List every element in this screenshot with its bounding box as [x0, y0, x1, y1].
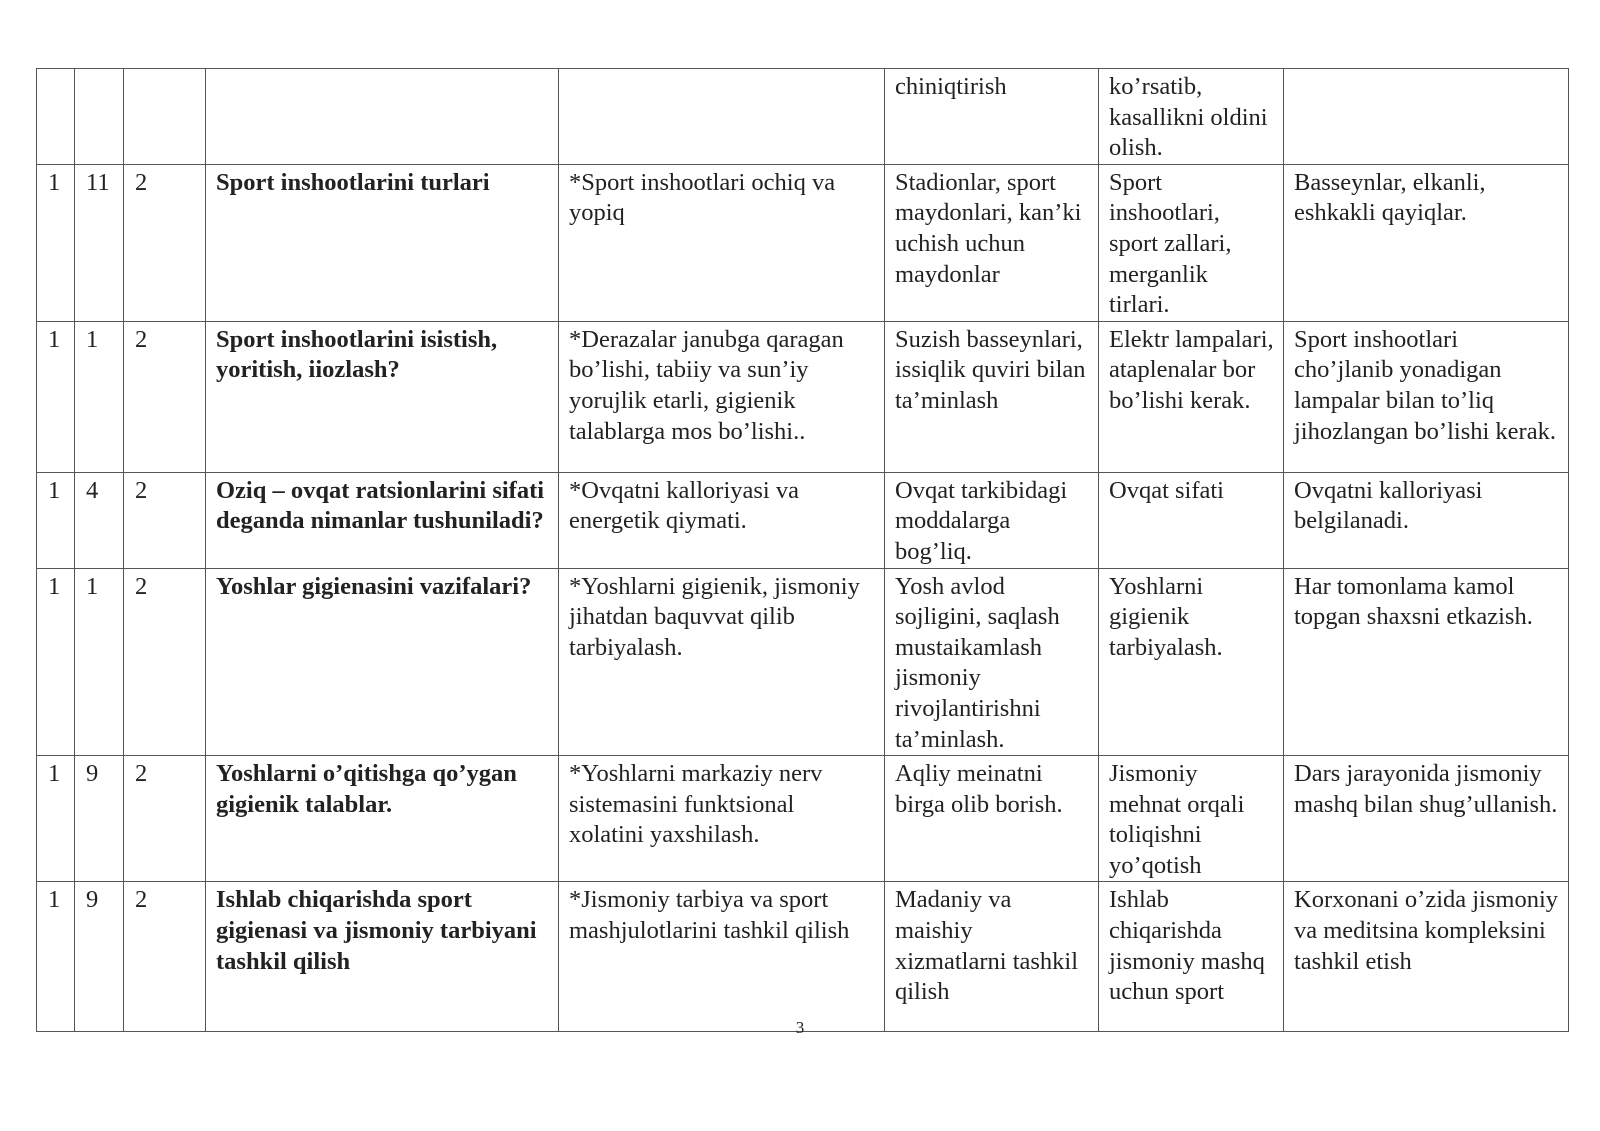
cell-topic: Ishlab chiqarishda sport gigienasi va jismoniy tarbiyani tashkil qilish	[206, 882, 559, 1032]
cell-col7: Ishlab chiqarishda jismoniy mashq uchun sport	[1099, 882, 1284, 1032]
cell-col2: 1	[75, 568, 124, 756]
cell-col6: Yosh avlod sojligini, saqlash mustaikamlash jismoniy rivojlantirishni ta’minlash.	[885, 568, 1099, 756]
cell-col7: ko’rsatib, kasallikni oldini olish.	[1099, 69, 1284, 165]
cell-col3: 2	[124, 472, 206, 568]
cell-col6: chiniqtirish	[885, 69, 1099, 165]
cell-col3: 2	[124, 321, 206, 472]
cell-col1: 1	[37, 756, 75, 882]
cell-col1	[37, 69, 75, 165]
cell-answer: *Sport inshootlari ochiq va yopiq	[559, 164, 885, 321]
cell-col8: Sport inshootlari cho’jlanib yonadigan lampalar bilan to’liq jihozlangan bo’lishi kerak.	[1284, 321, 1569, 472]
cell-col6: Aqliy meinatni birga olib borish.	[885, 756, 1099, 882]
cell-topic: Oziq – ovqat ratsionlarini sifati deganda nimanlar tushuniladi?	[206, 472, 559, 568]
cell-col3: 2	[124, 568, 206, 756]
cell-topic: Yoshlarni o’qitishga qo’ygan gigienik talablar.	[206, 756, 559, 882]
cell-col1: 1	[37, 164, 75, 321]
cell-col6: Stadionlar, sport maydonlari, kan’ki uchish uchun maydonlar	[885, 164, 1099, 321]
cell-col2: 11	[75, 164, 124, 321]
cell-col8: Har tomonlama kamol topgan shaxsni etkazish.	[1284, 568, 1569, 756]
cell-answer: *Derazalar janubga qaragan bo’lishi, tabiiy va sun’iy yorujlik etarli, gigienik talablarga mos bo’lishi..	[559, 321, 885, 472]
cell-col6: Ovqat tarkibidagi moddalarga bog’liq.	[885, 472, 1099, 568]
cell-topic: Yoshlar gigienasini vazifalari?	[206, 568, 559, 756]
cell-col1: 1	[37, 472, 75, 568]
cell-col8: Dars jarayonida jismoniy mashq bilan shug’ullanish.	[1284, 756, 1569, 882]
table-row	[37, 568, 1569, 756]
cell-col2: 9	[75, 882, 124, 1032]
cell-answer: *Ovqatni kalloriyasi va energetik qiymati.	[559, 472, 885, 568]
cell-col7: Sport inshootlari, sport zallari, merganlik tirlari.	[1099, 164, 1284, 321]
cell-col7: Yoshlarni gigienik tarbiyalash.	[1099, 568, 1284, 756]
cell-col8	[1284, 69, 1569, 165]
cell-col2: 4	[75, 472, 124, 568]
page-number: 3	[795, 1018, 805, 1037]
table-row	[37, 164, 1569, 321]
table-row	[37, 882, 1569, 1032]
cell-col2: 1	[75, 321, 124, 472]
cell-col7: Jismoniy mehnat orqali toliqishni yo’qotish	[1099, 756, 1284, 882]
cell-topic: Sport inshootlarini turlari	[206, 164, 559, 321]
cell-col1: 1	[37, 321, 75, 472]
cell-col1: 1	[37, 568, 75, 756]
cell-col8: Ovqatni kalloriyasi belgilanadi.	[1284, 472, 1569, 568]
cell-col7: Ovqat sifati	[1099, 472, 1284, 568]
cell-topic	[206, 69, 559, 165]
cell-answer: *Jismoniy tarbiya va sport mashjulotlarini tashkil qilish	[559, 882, 885, 1032]
cell-col8: Korxonani o’zida jismoniy va meditsina kompleksini tashkil etish	[1284, 882, 1569, 1032]
table-row	[37, 472, 1569, 568]
table-row	[37, 321, 1569, 472]
cell-topic: Sport inshootlarini isistish, yoritish, iiozlash?	[206, 321, 559, 472]
cell-col3: 2	[124, 756, 206, 882]
cell-answer: *Yoshlarni markaziy nerv sistemasini funktsional xolatini yaxshilash.	[559, 756, 885, 882]
table-row	[37, 69, 1569, 165]
cell-col6: Suzish basseynlari, issiqlik quviri bilan ta’minlash	[885, 321, 1099, 472]
cell-col3: 2	[124, 164, 206, 321]
cell-col2: 9	[75, 756, 124, 882]
cell-col3	[124, 69, 206, 165]
cell-col6: Madaniy va maishiy xizmatlarni tashkil qilish	[885, 882, 1099, 1032]
cell-col2	[75, 69, 124, 165]
table-row	[37, 756, 1569, 882]
cell-col8: Basseynlar, elkanli, eshkakli qayiqlar.	[1284, 164, 1569, 321]
cell-col3: 2	[124, 882, 206, 1032]
cell-col1: 1	[37, 882, 75, 1032]
cell-answer	[559, 69, 885, 165]
content-table	[36, 68, 1569, 1032]
cell-col7: Elektr lampalari, ataplenalar bor bo’lishi kerak.	[1099, 321, 1284, 472]
cell-answer: *Yoshlarni gigienik, jismoniy jihatdan baquvvat qilib tarbiyalash.	[559, 568, 885, 756]
